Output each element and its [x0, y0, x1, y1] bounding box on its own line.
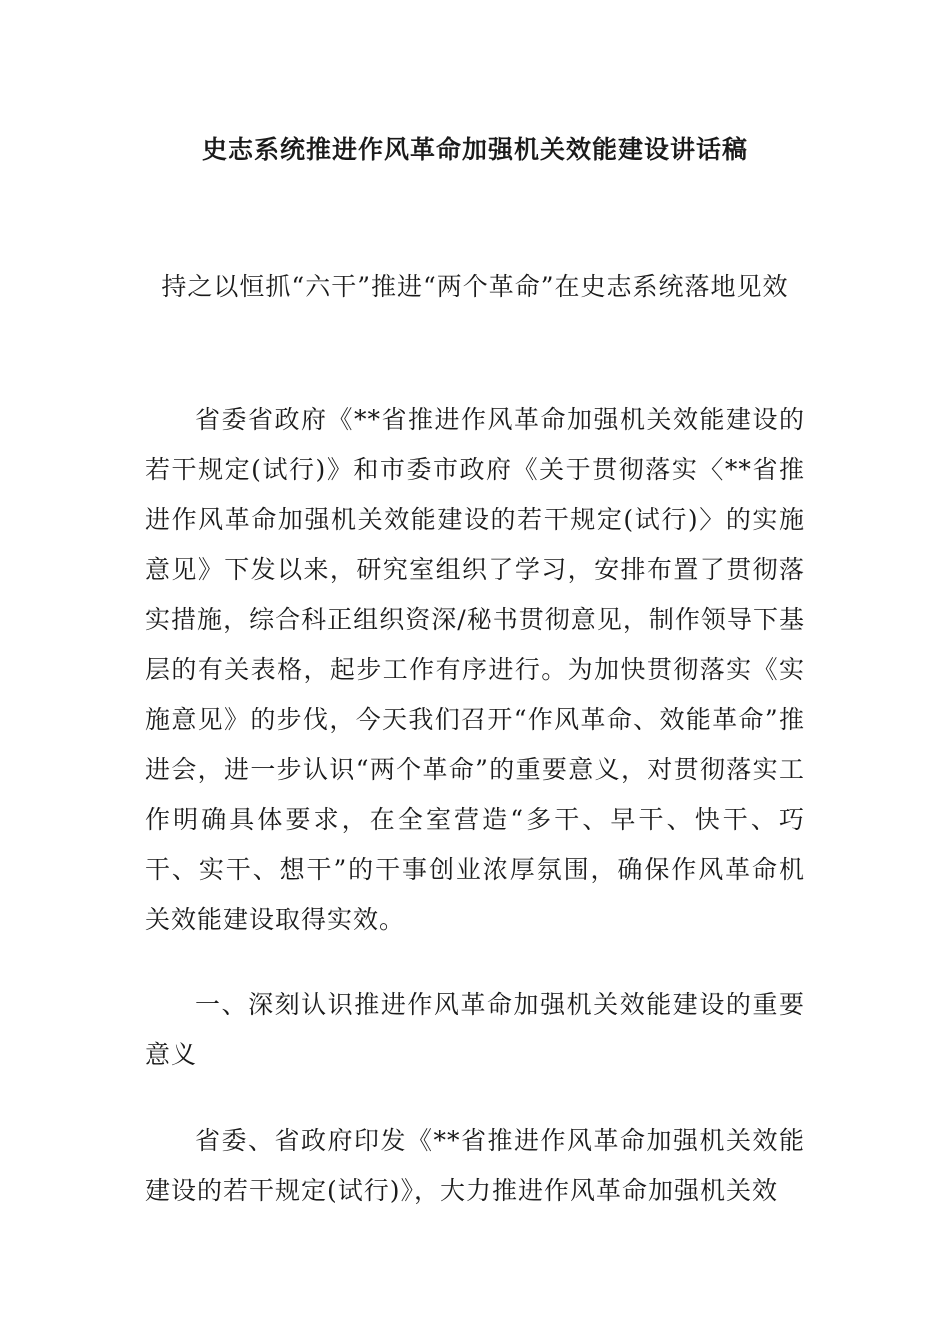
document-title: 史志系统推进作风革命加强机关效能建设讲话稿 — [201, 135, 748, 164]
intro-paragraph: 省委省政府《**省推进作风革命加强机关效能建设的若干规定(试行)》和市委市政府《关于贯彻落实〈**省推进作风革命加强机关效能建设的若干规定(试行)〉的实施意见》下发以来，研究室组织了学习，安排布置了贯彻落实措施，综合科正组织资深/秘书贯彻意见，制作领导下基层的有关表格，起步工作有序进行。为加快贯彻落实《实施意见》的步伐，今天我们召开“作风革命、效能革命”推进会，进一步认识“两个革命”的重要意义，对贯彻落实工作明确具体要求，在全室营造“多干、早干、快干、巧干、实干、想干”的干事创业浓厚氛围，确保作风革命机关效能建设取得实效。 — [145, 405, 805, 934]
section-heading: 一、深刻认识推进作风革命加强机关效能建设的重要意义 — [145, 990, 805, 1069]
document-subtitle: 持之以恒抓“六干”推进“两个革命”在史志系统落地见效 — [161, 272, 789, 301]
section-paragraph: 省委、省政府印发《**省推进作风革命加强机关效能建设的若干规定(试行)》，大力推进作风革命加强机关效 — [145, 1126, 805, 1205]
